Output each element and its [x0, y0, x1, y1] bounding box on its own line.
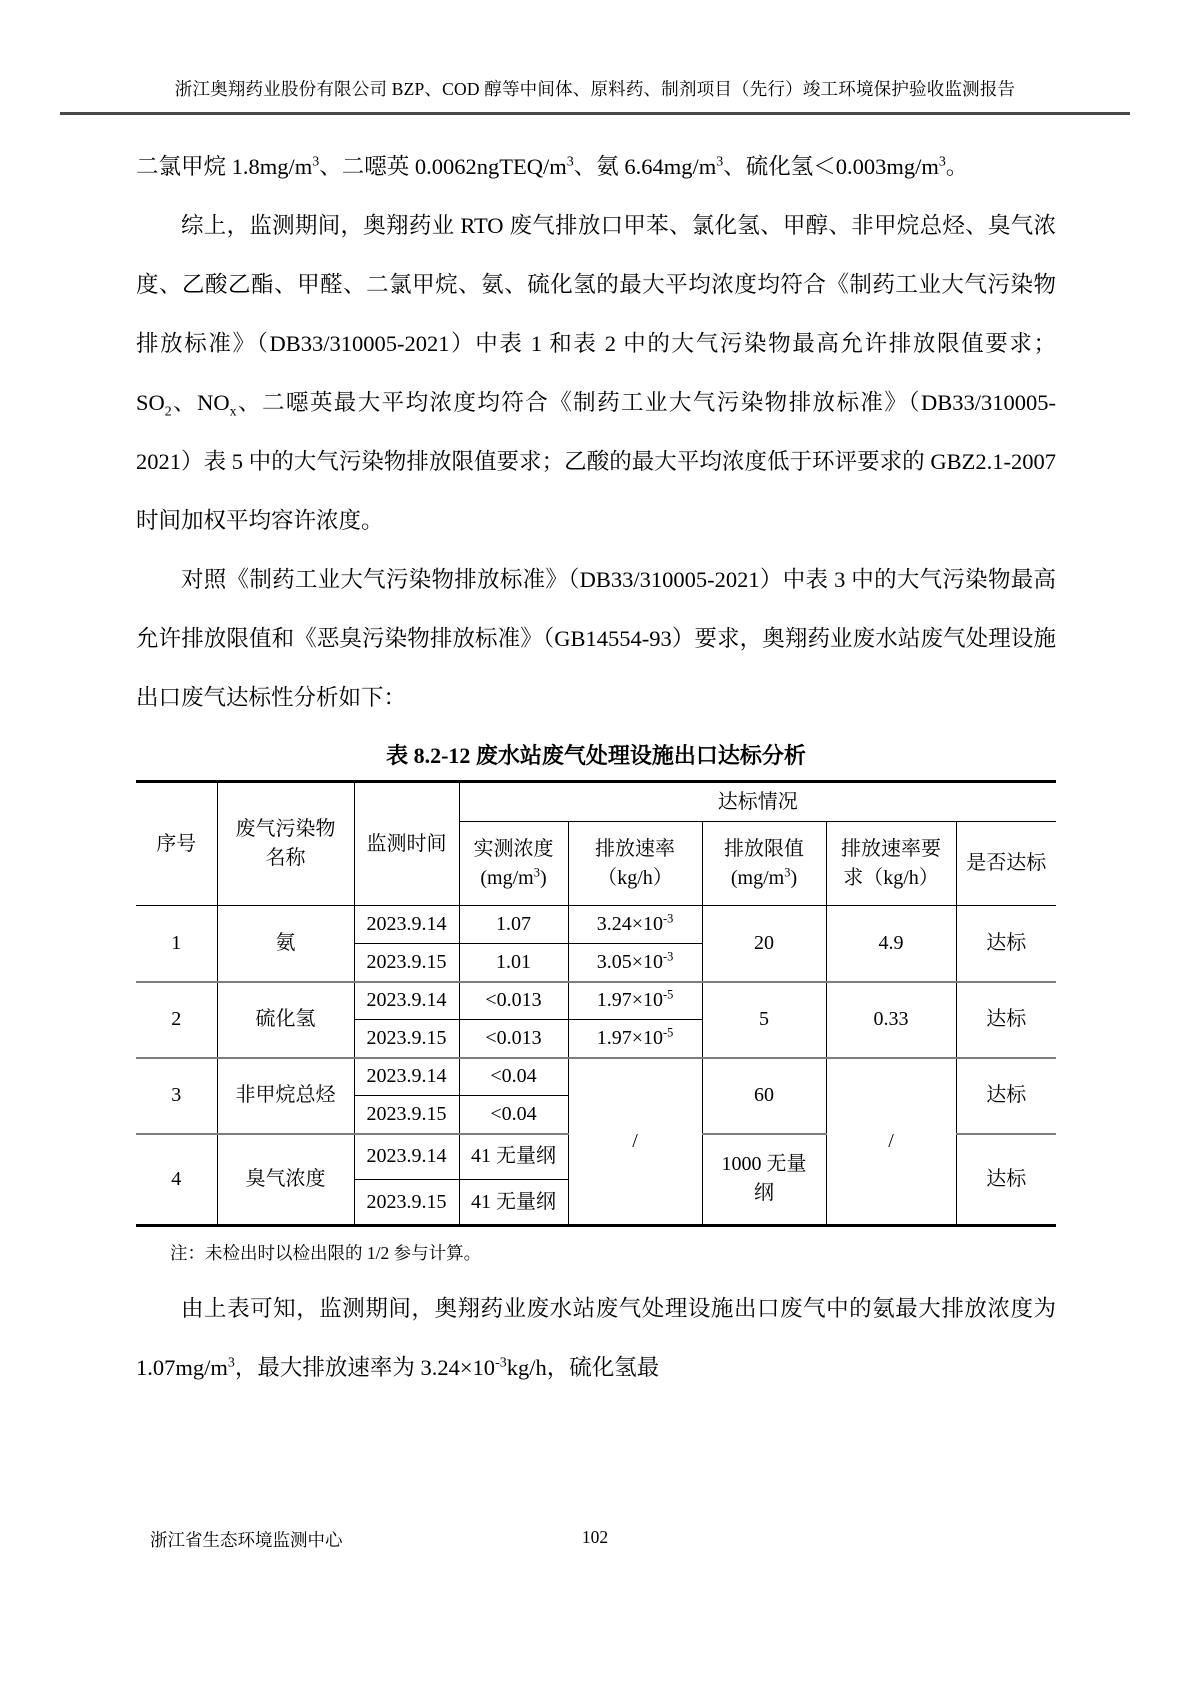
page-header-title: 浙江奥翔药业股份有限公司 BZP、COD 醇等中间体、原料药、制剂项目（先行）竣工环境保护验收监测报告 [174, 79, 1016, 99]
table-header-cell: 是否达标 [956, 822, 1056, 906]
table-header-cell: 废气污染物 名称 [217, 782, 354, 906]
table-cell: <0.04 [459, 1096, 568, 1134]
table-cell: 3 [136, 1058, 217, 1134]
table-cell: 2 [136, 982, 217, 1058]
table-cell: 2023.9.14 [354, 1058, 459, 1096]
table-cell: 1000 无量 纲 [702, 1134, 826, 1226]
table-cell: 2023.9.14 [354, 982, 459, 1020]
table-cell: 1.01 [459, 944, 568, 982]
page-header [60, 0, 1130, 115]
table-cell: 达标 [956, 906, 1056, 982]
paragraph: 对照《制药工业大气污染物排放标准》（DB33/310005-2021）中表 3 中的大气污染物最高允许排放限值和《恶臭污染物排放标准》（GB14554-93）要求，奥翔药业废水站废气处理设施出口废气达标性分析如下： [136, 567, 1056, 710]
table-header-cell: 排放限值 $(mg/m^3)$ [702, 822, 826, 906]
table-note: 注：未检出时以检出限的 1/2 参与计算。 [170, 1243, 482, 1263]
table-cell: 1 [136, 906, 217, 982]
table-header-cell: 排放速率 （kg/h） [568, 822, 702, 906]
table-cell: 4.9 [826, 906, 956, 982]
table-cell: <0.04 [459, 1058, 568, 1096]
table-cell: / [826, 1058, 956, 1226]
table-cell: 氨 [217, 906, 354, 982]
table-cell: 2023.9.14 [354, 906, 459, 944]
table-cell: 达标 [956, 982, 1056, 1058]
table-cell: 非甲烷总烃 [217, 1058, 354, 1134]
document-body [136, 137, 1056, 1397]
table-cell: $1.97\times 10^{-5}$ [568, 1020, 702, 1058]
table-cell: 1.07 [459, 906, 568, 944]
page-footer [0, 1527, 1190, 1557]
table-cell: 0.33 [826, 982, 956, 1058]
table-cell: $1.97\times 10^{-5}$ [568, 982, 702, 1020]
footer-organization: 浙江省生态环境监测中心 [150, 1530, 343, 1550]
table-header-cell: 排放速率要 求（kg/h） [826, 822, 956, 906]
paragraph: 综上，监测期间，奥翔药业 RTO 废气排放口甲苯、氯化氢、甲醇、非甲烷总烃、臭气浓度、乙酸乙酯、甲醛、二氯甲烷、氨、硫化氢的最大平均浓度均符合《制药工业大气污染物排放标准》（DB33/310005-2021）中表 1 和表 2 中的大气污染物最高允许排放限值要求；$SO_2$、$NO_x$、二噁英最大平均浓度均符合《制药工业大气污染物排放标准》（DB33/310005-2021）表 5 中的大气污染物排放限值要求；乙酸的最大平均浓度低于环评要求的 GBZ2.1-2007 时间加权平均容许浓度。 [136, 213, 1056, 533]
compliance-table [136, 780, 1056, 1227]
table-cell: $3.05\times 10^{-3}$ [568, 944, 702, 982]
header-rule [60, 112, 1130, 115]
table-header-cell: 实测浓度 $(mg/m^3)$ [459, 822, 568, 906]
table-cell: $3.24\times 10^{-3}$ [568, 906, 702, 944]
table-cell: 41 无量纲 [459, 1180, 568, 1226]
table-cell: 臭气浓度 [217, 1134, 354, 1226]
table-cell: 达标 [956, 1134, 1056, 1226]
table-cell: <0.013 [459, 982, 568, 1020]
table-cell: 2023.9.15 [354, 1020, 459, 1058]
table-cell: 2023.9.15 [354, 1180, 459, 1226]
paragraph: 由上表可知，监测期间，奥翔药业废水站废气处理设施出口废气中的氨最大排放浓度为 $1.07mg/m^3$，最大排放速率为 $3.24\times 10^{-3}kg/h$，硫化氢最 [136, 1296, 1056, 1380]
table-title: 表 8.2-12 废水站废气处理设施出口达标分析 [386, 743, 806, 768]
table-cell: / [568, 1058, 702, 1226]
table-cell: 2023.9.15 [354, 944, 459, 982]
table-cell: 5 [702, 982, 826, 1058]
table-cell: 41 无量纲 [459, 1134, 568, 1180]
table-cell: 2023.9.15 [354, 1096, 459, 1134]
table-cell: 60 [702, 1058, 826, 1134]
page-number: 102 [581, 1527, 609, 1547]
table-header-cell: 监测时间 [354, 782, 459, 906]
paragraph: 二氯甲烷 $1.8mg/m^3$、二噁英 $0.0062ngTEQ/m^3$、氨 $6.64mg/m^3$、硫化氢$<0.003mg/m^3$。 [136, 154, 969, 179]
table-cell: <0.013 [459, 1020, 568, 1058]
table-header-cell: 达标情况 [459, 782, 1056, 822]
table-cell: 4 [136, 1134, 217, 1226]
table-cell: 硫化氢 [217, 982, 354, 1058]
table-cell: 2023.9.14 [354, 1134, 459, 1180]
table-header-cell: 序号 [136, 782, 217, 906]
table-cell: 20 [702, 906, 826, 982]
table-cell: 达标 [956, 1058, 1056, 1134]
